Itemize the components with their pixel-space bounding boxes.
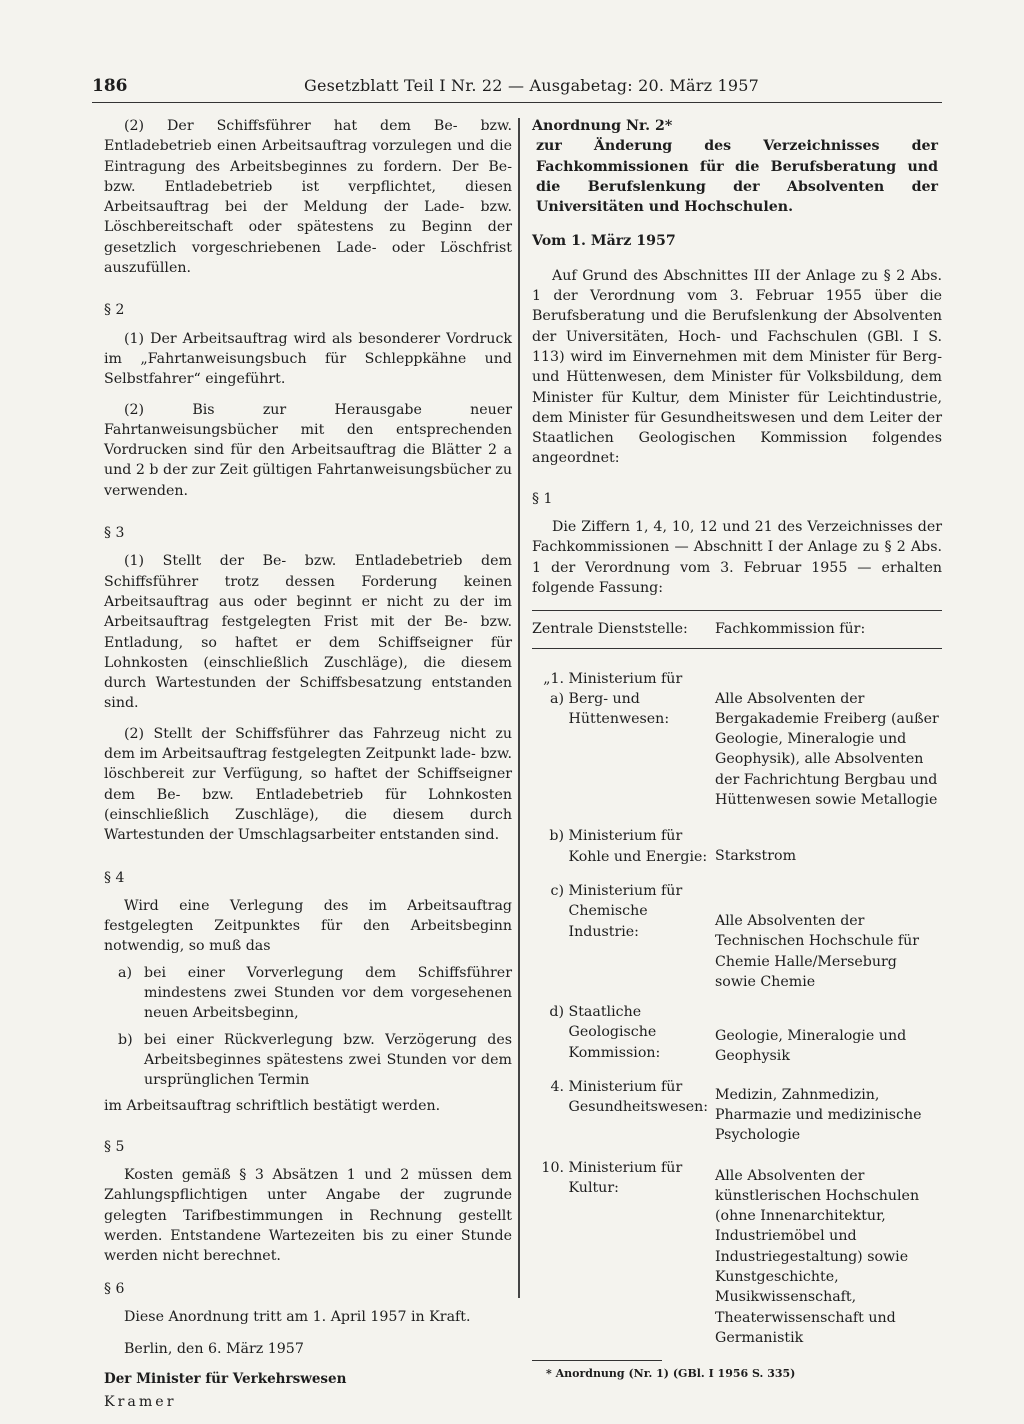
row-commission: Alle Absolventen der Bergakademie Freiberg (außer Geologie, Mineralogie und Geophysik), alle Absolventen der Fachrichtung Bergbau und Hüttenwesen sowie Metallogie bbox=[715, 690, 939, 809]
section-1-para: Die Ziffern 1, 4, 10, 12 und 21 des Verzeichnisses der Fachkommissionen — Abschnitt I der Anlage zu § 2 Abs. 1 der Verordnung vom 3. Februar 1955 — erhalten folgende Fassung: bbox=[532, 519, 942, 596]
table-row bbox=[532, 881, 942, 992]
section-4-intro: Wird eine Verlegung des im Arbeitsauftrag festgelegten Zeitpunktes für den Arbeitsbeginn notwendig, so muß das bbox=[104, 897, 512, 955]
section-4-heading: § 4 bbox=[104, 869, 125, 886]
row-office: Ministerium für Kultur: bbox=[568, 1159, 683, 1196]
row-number: 4. bbox=[550, 1078, 564, 1095]
row-commission: Starkstrom bbox=[715, 848, 797, 865]
place-date: Berlin, den 6. März 1957 bbox=[124, 1341, 304, 1358]
right-column bbox=[532, 116, 942, 1381]
page-number: 186 bbox=[92, 76, 128, 96]
table-row bbox=[532, 1158, 942, 1349]
section-3-para-1: (1) Stellt der Be- bzw. Entladebetrieb dem Schiffsführer trotz dessen Forderung keinen Arbeitsauftrag aus oder beginnt er nicht zu der im Arbeitsauftrag festgelegten Frist mit der Be- bzw. Entladung, so haftet er dem Schiffseigner für Lohnkosten (einschließlich Zuschläge), die diesem durch Wartestunden der Schiffsbesatzung entstanden sind. bbox=[104, 553, 512, 712]
section-3-heading: § 3 bbox=[104, 525, 125, 542]
section-1-heading: § 1 bbox=[532, 490, 553, 507]
page-header bbox=[92, 74, 942, 103]
section-5-para: Kosten gemäß § 3 Absätzen 1 und 2 müssen dem Zahlungspflichtigen unter Angabe der zugrunde gelegten Tarifbestimmungen in Rechnung gestellt werden. Entstandene Wartezeiten bis zu einer Stunde werden nicht berechnet. bbox=[104, 1167, 512, 1265]
table-header-rule bbox=[532, 648, 942, 649]
table-header bbox=[532, 619, 942, 639]
row-number: 10. bbox=[541, 1159, 564, 1176]
column-header-commission: Fachkommission für: bbox=[715, 621, 866, 638]
row-commission: Medizin, Zahnmedizin, Pharmazie und medizinische Psychologie bbox=[715, 1086, 922, 1144]
item-a-text: bei einer Vorverlegung dem Schiffsführer mindestens zwei Stunden vor dem vorgesehenen neuen Arbeitsbeginn, bbox=[144, 964, 512, 1022]
row-office: Ministerium für Gesundheitswesen: bbox=[568, 1078, 709, 1115]
section-3-para-2: (2) Stellt der Schiffsführer das Fahrzeug nicht zu dem im Arbeitsauftrag festgelegten Zeitpunkt lade- bzw. löschbereit zur Verfügung, so haftet der Schiffseigner dem Be- bzw. Entladebetrieb für Lohnkosten (einschließlich Zuschläge), die diesem durch Wartestunden der Umschlagsarbeiter entstanden sind. bbox=[104, 725, 512, 844]
signer-title: Der Minister für Verkehrswesen bbox=[104, 1371, 347, 1388]
column-divider bbox=[518, 118, 520, 1298]
item-b-label: b) bbox=[118, 1031, 133, 1048]
table-row bbox=[532, 1002, 942, 1067]
section-2-heading: § 2 bbox=[104, 302, 125, 319]
footnote: * Anordnung (Nr. 1) (GBl. I 1956 S. 335) bbox=[546, 1367, 796, 1381]
decree-date: Vom 1. März 1957 bbox=[532, 233, 676, 250]
row-commission: Alle Absolventen der künstlerischen Hochschulen (ohne Innenarchitektur, Industriemöbel und Industriegestaltung) sowie Kunstgeschichte, Musikwissenschaft, Theaterwissenschaft und Germanistik bbox=[715, 1167, 920, 1346]
item-b-text: bei einer Rückverlegung bzw. Verzögerung des Arbeitsbeginnes spätestens zwei Stunden vor dem ursprünglichen Termin bbox=[144, 1031, 512, 1089]
item-a-label: a) bbox=[118, 964, 132, 981]
row-commission: Geologie, Mineralogie und Geophysik bbox=[715, 1028, 907, 1065]
table-row bbox=[532, 826, 942, 867]
row-number: c) bbox=[550, 882, 564, 899]
row-office: Ministerium für Berg- und Hüttenwesen: bbox=[568, 670, 683, 728]
row-commission: Alle Absolventen der Technischen Hochschule für Chemie Halle/Merseburg sowie Chemie bbox=[715, 912, 920, 990]
row-number: b) bbox=[549, 828, 564, 845]
decree-title-line-1: Anordnung Nr. 2* bbox=[532, 118, 673, 134]
table-top-rule bbox=[532, 610, 942, 611]
row-office: Ministerium für Chemische Industrie: bbox=[568, 882, 683, 940]
section-4-outro: im Arbeitsauftrag schriftlich bestätigt werden. bbox=[104, 1098, 441, 1115]
section-5-heading: § 5 bbox=[104, 1138, 125, 1155]
row-office: Staatliche Geologische Kommission: bbox=[568, 1004, 661, 1061]
column-header-office: Zentrale Dienststelle: bbox=[532, 621, 688, 638]
intro-paragraph: (2) Der Schiffsführer hat dem Be- bzw. Entladebetrieb einen Arbeitsauftrag vorzulegen und die Eintragung des Arbeitsbeginnes zu fordern. Der Be- bzw. Entladebetrieb ist verpflichtet, diesen Arbeitsauftrag bei der Meldung der Lade- bzw. Löschbereitschaft oder spätestens zu Beginn der gesetzlich vorgeschriebenen Lade- oder Löschfrist auszufüllen. bbox=[104, 118, 512, 277]
row-number: „1. a) bbox=[543, 670, 564, 707]
section-6-para: Diese Anordnung tritt am 1. April 1957 in Kraft. bbox=[124, 1308, 471, 1325]
table-row bbox=[532, 1077, 942, 1146]
table-row bbox=[532, 669, 942, 811]
section-4-item-a bbox=[104, 963, 512, 1024]
header-title: Gesetzblatt Teil I Nr. 22 — Ausgabetag: 20. März 1957 bbox=[304, 76, 760, 95]
section-2-para-2: (2) Bis zur Herausgabe neuer Fahrtanweisungsbücher mit den entsprechenden Vordrucken sind für den Arbeitsauftrag die Blätter 2 a und 2 b der zur Zeit gültigen Fahrtanweisungsbücher zu verwenden. bbox=[104, 401, 512, 499]
section-2-para-1: (1) Der Arbeitsauftrag wird als besonderer Vordruck im „Fahrtanweisungsbuch für Schleppkähne und Selbstfahrer“ eingeführt. bbox=[104, 330, 512, 388]
row-office: Ministerium für Kohle und Energie: bbox=[568, 828, 708, 865]
row-number: d) bbox=[549, 1004, 564, 1021]
preamble: Auf Grund des Abschnittes III der Anlage zu § 2 Abs. 1 der Verordnung vom 3. Februar 1955 über die Berufsberatung und die Berufslenkung der Absolventen der Universitäten, Hoch- und Fachschulen (GBl. I S. 113) wird im Einvernehmen mit dem Minister für Berg- und Hüttenwesen, dem Minister für Volksbildung, dem Minister für Kultur, dem Minister für Leichtindustrie, dem Minister für Gesundheitswesen und dem Leiter der Staatlichen Geologischen Kommission folgendes angeordnet: bbox=[532, 267, 942, 467]
footnote-rule bbox=[532, 1360, 662, 1361]
signer-name: Kramer bbox=[104, 1393, 177, 1410]
left-column bbox=[104, 116, 512, 1412]
decree-title: zur Änderung des Verzeichnisses der Fachkommissionen für die Berufsberatung und die Berufslenkung der Absolventen der Universitäten und Hochschulen. bbox=[536, 138, 938, 216]
section-6-heading: § 6 bbox=[104, 1280, 125, 1297]
section-4-item-b bbox=[104, 1030, 512, 1091]
